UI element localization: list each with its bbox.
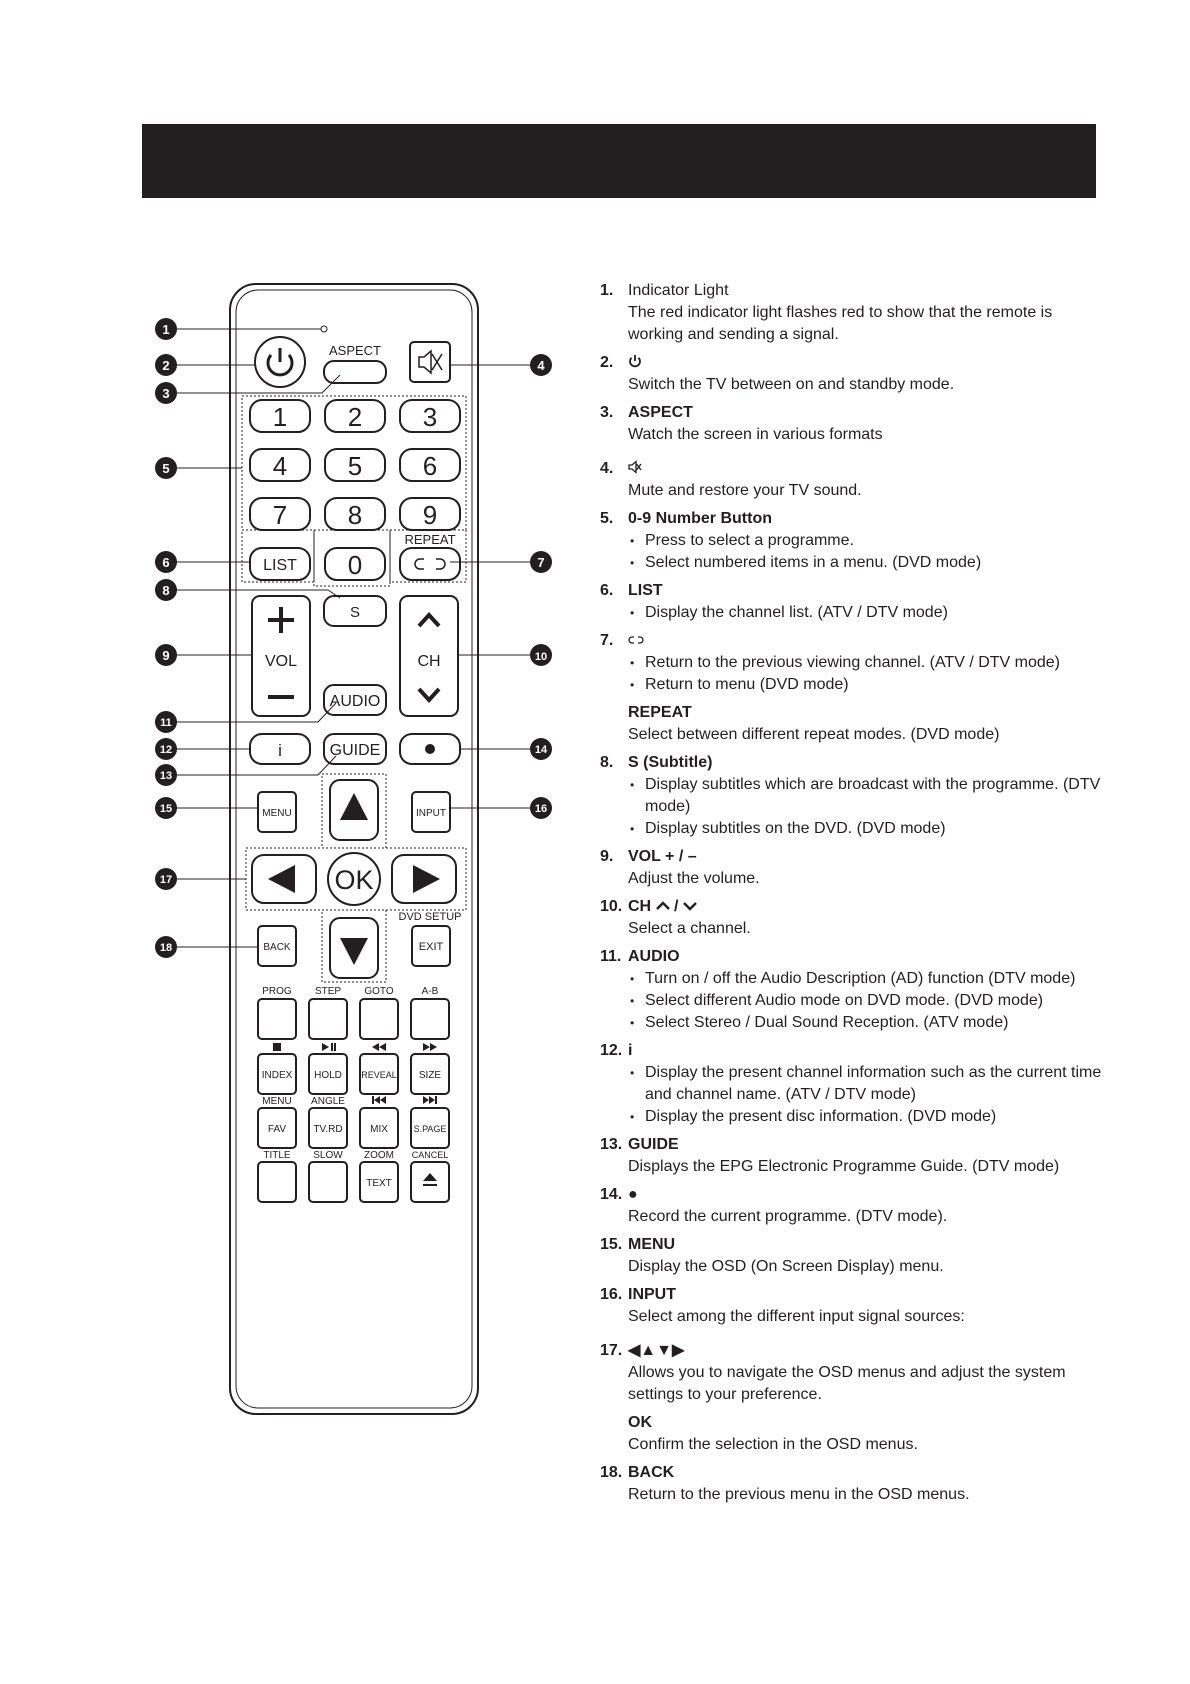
mute-button[interactable] [410,342,450,382]
item-text: Select a channel. [628,920,751,937]
callout-6 [155,551,177,573]
item-title: VOL + / – [628,848,697,865]
description-item-17 [600,1340,1105,1456]
callout-16 [530,797,552,819]
spage-button-label: S.PAGE [413,1124,447,1134]
fav-button-label: FAV [267,1124,287,1135]
item-title: Indicator Light [628,282,729,299]
power-icon [628,352,1105,374]
callout-14 [530,738,552,760]
audio-button-label: AUDIO [329,693,381,710]
ab-label: A-B [421,986,439,997]
item-number: 15. [600,1236,623,1253]
reveal-button-label: REVEAL [361,1070,397,1080]
item-bullet: • Return to menu (DVD mode) [628,674,1105,696]
item-text: Record the current programme. (DTV mode). [628,1208,948,1225]
item-text: Allows you to navigate the OSD menus and adjust the system settings to your preference. [628,1364,1066,1403]
description-item-7 [600,630,1105,746]
item-title: MENU [628,1236,676,1253]
description-item-1 [600,280,1105,346]
item-number: 6. [600,582,614,599]
callout-12 [155,738,177,760]
item-number: 11. [600,948,622,965]
record-icon [425,744,435,754]
key-9-label: 9 [422,500,438,530]
aspect-label: ASPECT [328,343,382,358]
description-item-5 [600,508,1105,574]
item-text: Select between different repeat modes. (DVD mode) [628,726,1000,743]
item-title-text: CH [628,898,652,915]
svg-text:18: 18 [159,942,173,954]
slow-button[interactable] [309,1162,347,1202]
item-number: 4. [600,460,614,477]
item-number: 14. [600,1186,623,1203]
svg-text:2: 2 [162,358,170,373]
key-8-label: 8 [347,500,363,530]
item-title: AUDIO [628,948,680,965]
item-title: GUIDE [628,1136,679,1153]
callout-10 [530,644,552,666]
dvd-setup-label: DVD SETUP [398,911,462,923]
ch-label: CH [417,653,441,670]
next-track-icon [423,1096,437,1104]
item-number: 10. [600,898,623,915]
item-number: 18. [600,1464,623,1481]
item-title: LIST [628,582,663,599]
item-text: The red indicator light flashes red to show that the remote is working and sending a signal. [628,304,1053,343]
callout-13 [155,764,177,786]
key-2-label: 2 [347,402,363,432]
item-title: INPUT [628,1286,676,1303]
description-item-14 [600,1184,1105,1228]
item-text: Adjust the volume. [628,870,760,887]
callout-2 [155,354,177,376]
item-number: 2. [600,354,614,371]
ab-button[interactable] [411,999,449,1039]
item-title: ASPECT [628,404,693,421]
item-text: Switch the TV between on and standby mode. [628,376,955,393]
callout-4 [530,354,552,376]
repeat-icon [628,630,1105,652]
step-label: STEP [314,986,342,997]
item-title: BACK [628,1464,675,1481]
indicator-light [321,326,327,332]
callout-17 [155,868,177,890]
chevron-up-icon [656,901,670,911]
item-bullet: • Display the present channel information such as the current time and channel name. (ATV / DTV mode) [628,1062,1105,1106]
svg-text:10: 10 [534,651,548,663]
text-button-label: TEXT [366,1178,392,1189]
item-bullet: • Select numbered items in a menu. (DVD mode) [628,552,1105,574]
description-item-18 [600,1462,1105,1506]
description-item-8 [600,752,1105,840]
info-button-label: i [278,741,282,760]
key-4-label: 4 [272,451,288,481]
aspect-button[interactable] [324,361,386,383]
item-title: CH / [628,896,1105,918]
goto-label: GOTO [364,986,394,997]
svg-text:6: 6 [162,555,170,570]
key-7-label: 7 [272,500,288,530]
item-subtitle: OK [628,1414,652,1431]
item-number: 1. [600,282,614,299]
item-number: 8. [600,754,614,771]
play-pause-icon [322,1043,336,1051]
item-text: Confirm the selection in the OSD menus. [628,1436,918,1453]
list-button-label: LIST [263,557,297,574]
record-icon: ● [628,1186,638,1203]
stop-icon [273,1043,281,1051]
previous-track-icon [372,1096,386,1104]
svg-text:7: 7 [537,555,545,570]
svg-text:8: 8 [162,583,170,598]
key-1-label: 1 [272,402,288,432]
svg-text:15: 15 [159,803,173,815]
item-text: Return to the previous menu in the OSD menus. [628,1486,970,1503]
description-item-11 [600,946,1105,1034]
svg-text:16: 16 [534,803,548,815]
callout-11 [155,711,177,733]
svg-text:5: 5 [162,461,170,476]
svg-text:9: 9 [162,648,170,663]
svg-text:4: 4 [537,358,545,373]
item-number: 13. [600,1136,623,1153]
eject-button[interactable] [411,1162,449,1202]
tvrd-button-label: TV.RD [313,1124,343,1135]
svg-text:14: 14 [534,744,548,756]
subtitle-button-label: S [349,604,361,621]
prog-label: PROG [262,986,292,997]
svg-text:3: 3 [162,386,170,401]
description-item-16 [600,1284,1105,1328]
description-item-12 [600,1040,1105,1128]
item-title: S (Subtitle) [628,754,713,771]
callout-5 [155,457,177,479]
title-label: TITLE [263,1150,291,1161]
ok-button-label: OK [334,865,374,895]
step-button[interactable] [309,999,347,1039]
angle-label: ANGLE [311,1096,345,1107]
item-text: Displays the EPG Electronic Programme Guide. (DTV mode) [628,1158,1060,1175]
title-button[interactable] [258,1162,296,1202]
repeat-button[interactable] [400,548,460,580]
callout-9 [155,644,177,666]
key-6-label: 6 [422,451,438,481]
description-item-15 [600,1234,1105,1278]
svg-text:11: 11 [160,717,172,729]
item-number: 17. [600,1342,623,1359]
description-item-10 [600,896,1105,940]
back-button-label: BACK [263,942,291,953]
description-item-4 [600,458,1105,502]
mix-button-label: MIX [370,1124,388,1135]
item-text: Mute and restore your TV sound. [628,482,862,499]
item-number: 16. [600,1286,623,1303]
repeat-label: REPEAT [404,532,456,547]
svg-text:1: 1 [162,322,170,337]
item-bullet: • Turn on / off the Audio Description (AD) function (DTV mode) [628,968,1105,990]
arrow-keys-icon: ◀▲▼▶ [628,1342,685,1359]
item-number: 9. [600,848,614,865]
item-bullet: • Select Stereo / Dual Sound Reception. (ATV mode) [628,1012,1105,1034]
svg-text:17: 17 [159,874,173,886]
prog-button[interactable] [258,999,296,1039]
key-5-label: 5 [347,451,363,481]
description-item-13 [600,1134,1105,1178]
rewind-icon [372,1043,386,1051]
cancel-label: CANCEL [411,1150,449,1160]
callout-8 [155,579,177,601]
vol-label: VOL [264,653,298,670]
size-button-label: SIZE [418,1070,442,1081]
index-button-label: INDEX [261,1070,293,1081]
remote-diagram [0,0,600,1440]
item-text: Select among the different input signal sources: [628,1308,965,1325]
description-item-6 [600,580,1105,624]
key-0-label: 0 [347,550,363,580]
item-bullet: • Display the present disc information. (DVD mode) [628,1106,1105,1128]
item-bullet: • Display subtitles on the DVD. (DVD mode) [628,818,1105,840]
item-bullet: • Select different Audio mode on DVD mode. (DVD mode) [628,990,1105,1012]
callout-7 [530,551,552,573]
item-bullet: • Press to select a programme. [628,530,1105,552]
item-number: 12. [600,1042,623,1059]
item-text: Watch the screen in various formats [628,426,883,443]
key-descriptions [600,280,1105,1512]
item-number: 3. [600,404,614,421]
zoom-label: ZOOM [364,1150,394,1161]
menu-button-label: MENU [262,808,292,819]
item-title: i [628,1042,633,1059]
hold-button-label: HOLD [314,1070,342,1081]
description-item-9 [600,846,1105,890]
fast-forward-icon [423,1043,437,1051]
item-bullet: • Display subtitles which are broadcast with the programme. (DTV mode) [628,774,1105,818]
mute-icon [628,458,1105,480]
callout-1 [155,318,177,340]
description-item-3 [600,402,1105,446]
goto-button[interactable] [360,999,398,1039]
menu2-label: MENU [262,1096,292,1107]
item-number: 5. [600,510,614,527]
svg-text:13: 13 [159,770,173,782]
item-subtitle: REPEAT [628,704,692,721]
callout-3 [155,382,177,404]
input-button-label: INPUT [416,808,446,819]
function-key-grid [258,986,449,1202]
slow-label: SLOW [313,1150,343,1161]
item-text: Display the OSD (On Screen Display) menu. [628,1258,944,1275]
chevron-down-icon [683,901,697,911]
callout-15 [155,797,177,819]
item-bullet: • Display the channel list. (ATV / DTV mode) [628,602,1105,624]
item-number: 7. [600,632,614,649]
svg-text:12: 12 [159,744,173,756]
key-3-label: 3 [422,402,438,432]
power-button[interactable] [255,337,305,387]
guide-button-label: GUIDE [329,742,381,759]
item-bullet: • Return to the previous viewing channel. (ATV / DTV mode) [628,652,1105,674]
description-item-2 [600,352,1105,396]
callout-18 [155,936,177,958]
item-title: 0-9 Number Button [628,510,772,527]
exit-button-label: EXIT [418,941,444,953]
